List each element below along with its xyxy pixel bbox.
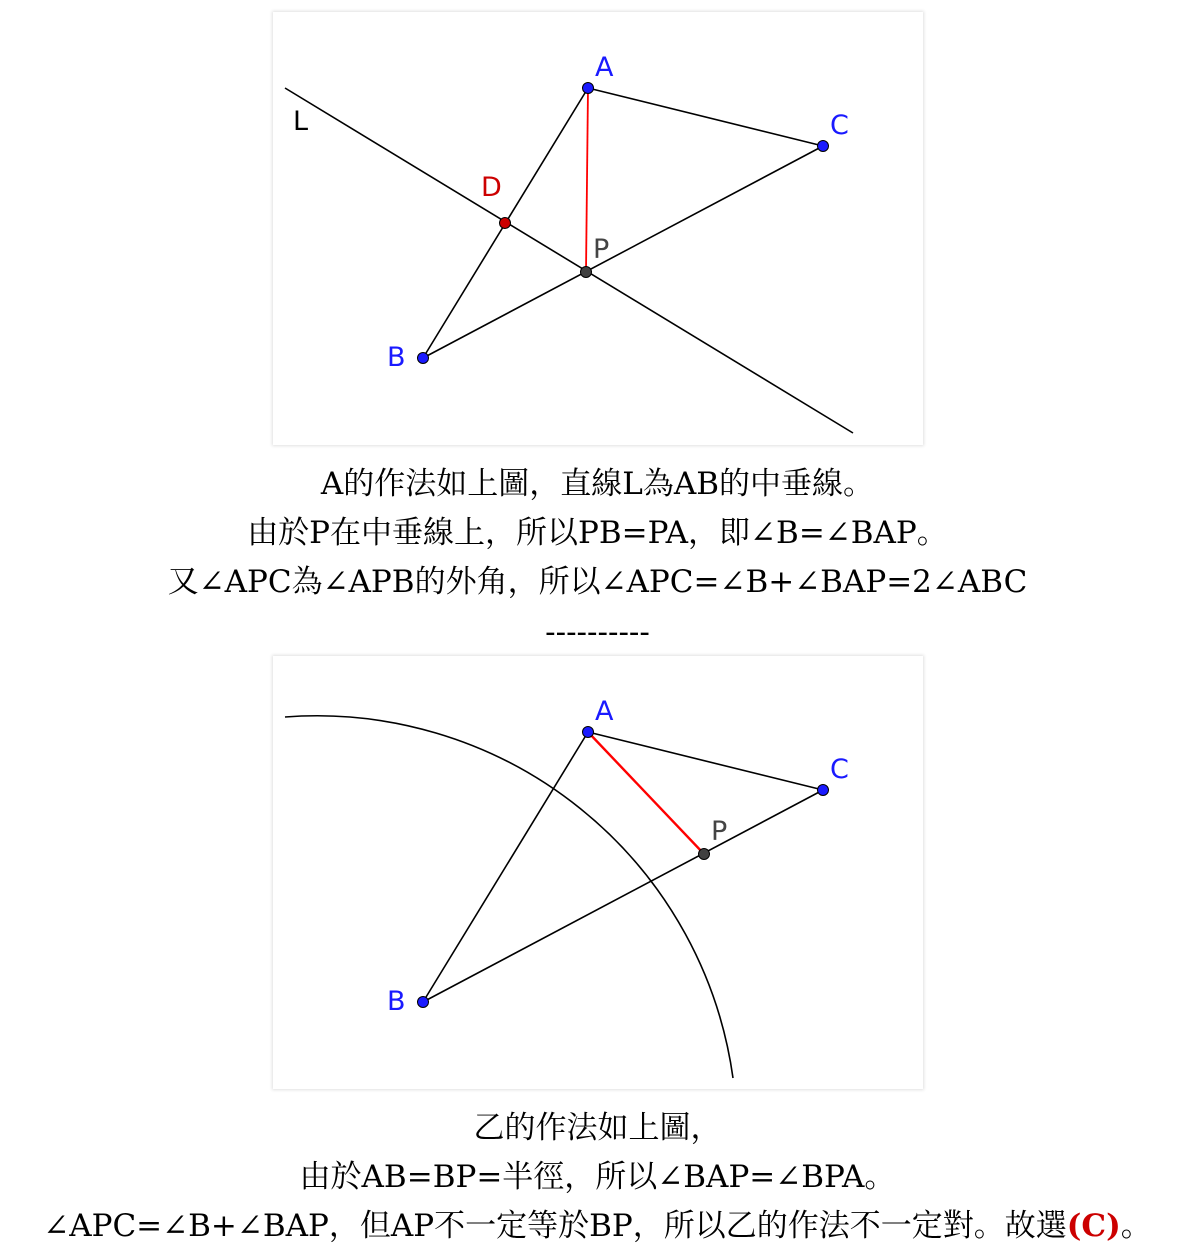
segment-BC — [423, 790, 823, 1002]
caption1-line1: A的作法如上圖，直線L為AB的中垂線。 — [320, 466, 875, 502]
label-B: B — [387, 986, 406, 1017]
point-B — [418, 353, 429, 364]
point-B — [418, 997, 429, 1008]
label-B: B — [387, 342, 406, 373]
figure-perpendicular-bisector — [273, 12, 923, 445]
figure1-svg — [273, 12, 923, 445]
point-P — [581, 267, 592, 278]
label-A: A — [595, 52, 614, 83]
line-L — [285, 88, 853, 433]
point-P — [699, 849, 710, 860]
label-C: C — [830, 754, 849, 785]
segment-AB — [423, 732, 588, 1002]
figure-circle-construction — [273, 656, 923, 1089]
caption2-line3 — [0, 1206, 1195, 1246]
answer-choice: (C) — [1066, 1208, 1121, 1244]
segment-AP — [588, 732, 704, 854]
segment-AC — [588, 732, 823, 790]
label-L: L — [293, 106, 309, 137]
point-C — [818, 785, 829, 796]
label-C: C — [830, 110, 849, 141]
label-P: P — [711, 816, 728, 847]
caption2-line2: 由於AB=BP=半徑，所以∠BAP=∠BPA。 — [299, 1159, 896, 1195]
caption1-line3: 又∠APC為∠APB的外角，所以∠APC=∠B+∠BAP=2∠ABC — [167, 564, 1028, 600]
figure2-svg — [273, 656, 923, 1089]
separator: ---------- — [545, 614, 650, 650]
point-D — [500, 218, 511, 229]
label-P: P — [593, 234, 610, 265]
caption2-line1: 乙的作法如上圖， — [473, 1110, 722, 1146]
point-A — [583, 83, 594, 94]
arc-radius-BA — [285, 716, 733, 1078]
label-A: A — [595, 696, 614, 727]
segment-AC — [588, 88, 823, 146]
label-D: D — [481, 172, 502, 203]
caption2-line3-text: ∠APC=∠B+∠BAP，但AP不一定等於BP，所以乙的作法不一定對。故選 — [43, 1208, 1067, 1244]
segment-AP — [586, 88, 588, 272]
answer-suffix: 。 — [1120, 1208, 1152, 1244]
caption1-line2: 由於P在中垂線上，所以PB=PA，即∠B=∠BAP。 — [247, 515, 948, 551]
point-C — [818, 141, 829, 152]
point-A — [583, 727, 594, 738]
